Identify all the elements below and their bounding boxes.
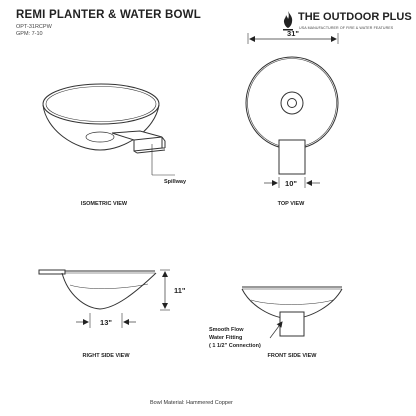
gpm-rating: GPM: 7-10 (16, 31, 43, 37)
top-diameter-dimension: 31" (287, 29, 299, 38)
brand-tagline: USA MANUFACTURER OF FIRE & WATER FEATURES (299, 26, 394, 30)
drawing-title: REMI PLANTER & WATER BOWL (16, 9, 201, 21)
brand-name: THE OUTDOOR PLUS (298, 11, 412, 23)
isometric-view (43, 84, 175, 175)
spillway-callout: Spillway (164, 179, 187, 185)
product-code: OPT-31RCPW (16, 24, 52, 30)
fitting-note-line-2: Water Fitting (209, 335, 243, 341)
top-view-label: TOP VIEW (277, 201, 305, 207)
fitting-note-line-1: Smooth Flow (209, 327, 244, 333)
material-note: Bowl Material: Hammered Copper (150, 400, 233, 406)
isometric-view-label: ISOMETRIC VIEW (80, 201, 128, 207)
fitting-note-line-3: ( 1 1/2" Connection) (209, 343, 261, 349)
front-side-view (242, 287, 342, 338)
base-dimension: 13" (100, 318, 112, 327)
top-view (246, 33, 338, 188)
spout-width-dimension: 10" (285, 179, 297, 188)
height-dimension: 11" (174, 286, 186, 295)
front-side-view-label: FRONT SIDE VIEW (267, 353, 317, 359)
right-side-view-label: RIGHT SIDE VIEW (82, 353, 130, 359)
